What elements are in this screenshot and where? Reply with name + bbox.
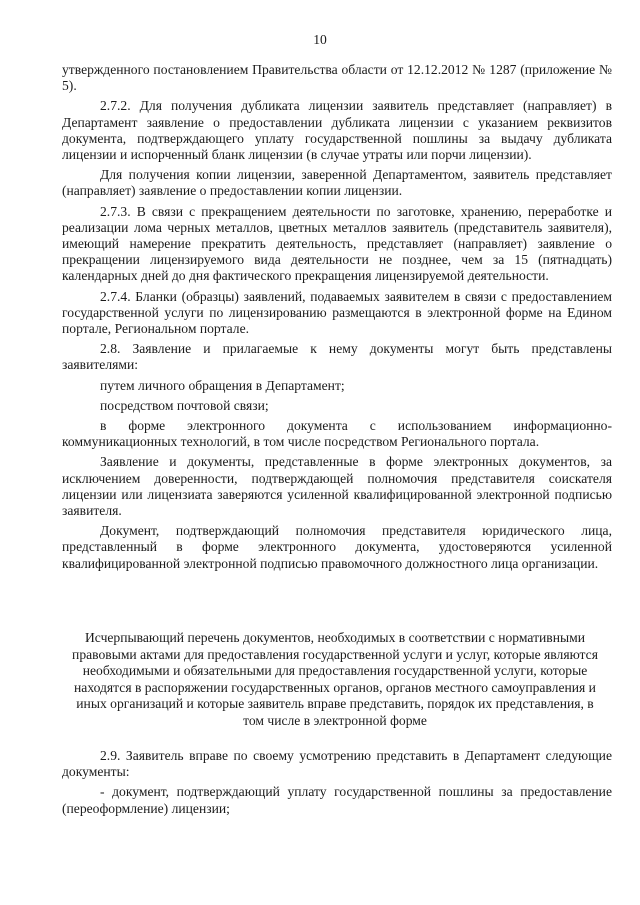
list-item-fee-document: - документ, подтверждающий уплату государственной пошлины за предоставление (переоформление) лицензии; [62, 784, 612, 816]
paragraph-2-8: 2.8. Заявление и прилагаемые к нему документы могут быть представлены заявителями: [62, 341, 612, 373]
list-item-personal: путем личного обращения в Департамент; [100, 377, 345, 393]
page-number: 10 [313, 32, 327, 47]
paragraph-2-9: 2.9. Заявитель вправе по своему усмотрению представить в Департамент следующие документы: [62, 748, 612, 780]
document-body [62, 62, 612, 576]
paragraph-2-7-4: 2.7.4. Бланки (образцы) заявлений, подаваемых заявителем в связи с предоставлением государственной услуги по лицензированию размещаются в электронной форме на Едином портале, Региональном портале. [62, 288, 612, 337]
paragraph-2-7-2: 2.7.2. Для получения дубликата лицензии заявитель представляет (направляет) в Департамент заявление о предоставлении дубликата лицензии с указанием реквизитов документа, подтверждающего уплату государственной пошлины за выдачу дубликата лицензии и испорченный бланк лицензии (в случае утраты или порчи лицензии). [62, 98, 612, 163]
document-body-continued [62, 748, 612, 821]
paragraph-copy-license: Для получения копии лицензии, заверенной Департаментом, заявитель представляет (направляет) заявление о предоставлении копии лицензии. [62, 167, 612, 199]
paragraph-continuation: утвержденного постановлением Правительства области от 12.12.2012 № 1287 (приложение № 5). [62, 62, 612, 94]
list-item-electronic: в форме электронного документа с использованием информационно-коммуникационных технологий, в том числе посредством Регионального портала. [62, 418, 612, 450]
list-item-post: посредством почтовой связи; [100, 397, 269, 413]
paragraph-2-7-3: 2.7.3. В связи с прекращением деятельности по заготовке, хранению, переработке и реализации лома черных металлов, цветных металлов заявитель (представитель заявителя), имеющий намерение прекратить деятельность, представляет (направляет) заявление о прекращении лицензируемого вида деятельности не позднее, чем за 15 (пятнадцать) календарных дней до дня фактического прекращения лицензируемой деятельности. [62, 203, 612, 284]
section-heading: Исчерпывающий перечень документов, необходимых в соответствии с нормативными правовыми актами для предоставления государственной услуги и услуг, которые являются необходимыми и обязательными для предоставления государственной услуги, которые находятся в распоряжении государственных органов, органов местного самоуправления и иных организаций и которые заявитель вправе представить, порядок их представления, в том числе в электронной форме [72, 630, 598, 728]
paragraph-authority-document: Документ, подтверждающий полномочия представителя юридического лица, представленный в форме электронного документа, удостоверяются усиленной квалифицированной электронной подписью правомочного должностного лица организации. [62, 523, 612, 571]
paragraph-electronic-signature: Заявление и документы, представленные в форме электронных документов, за исключением доверенности, подтверждающей полномочия представителя соискателя лицензии или лицензиата заверяются усиленной квалифицированной электронной подписью заявителя. [62, 454, 612, 519]
